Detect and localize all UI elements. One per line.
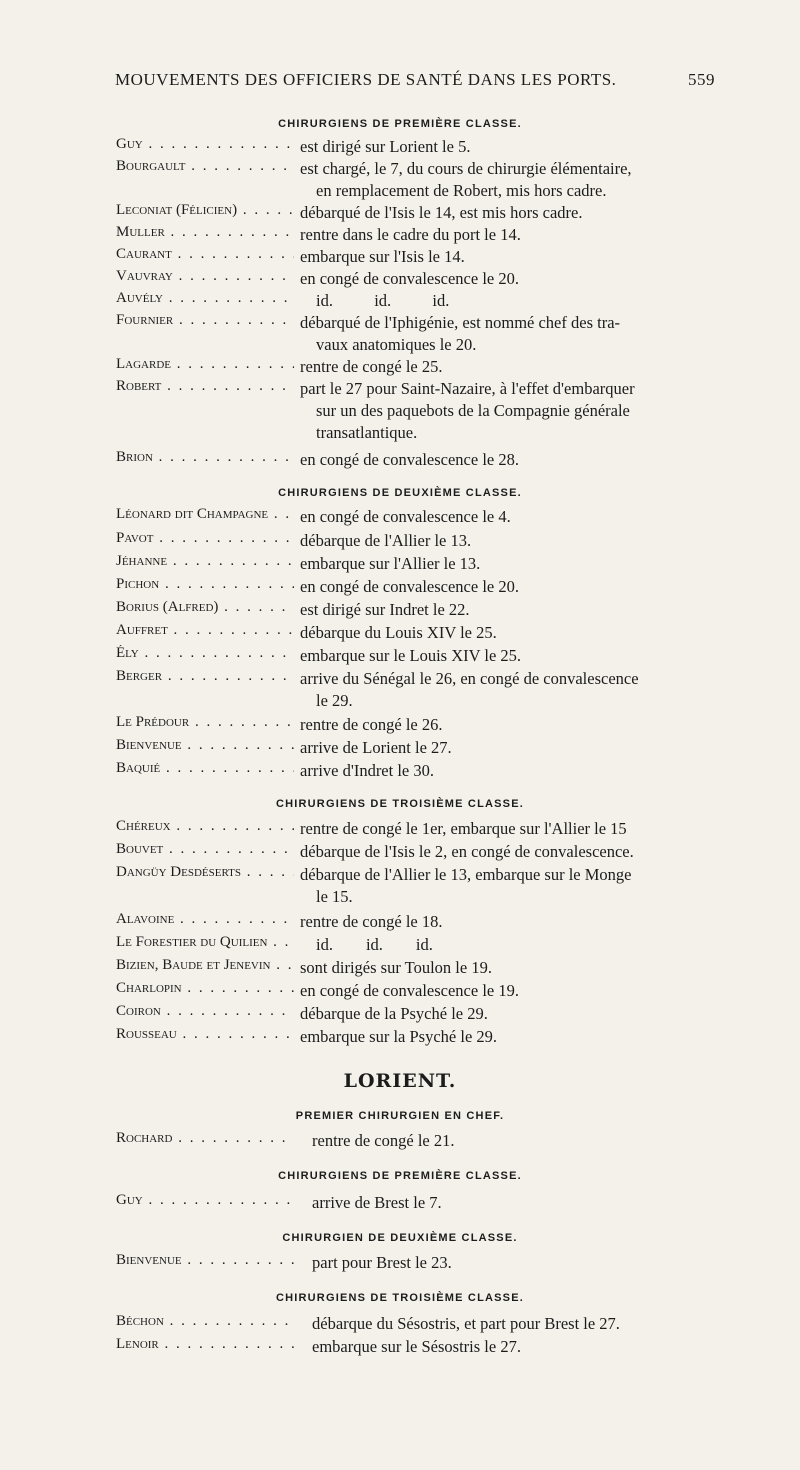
officer-name: Borius (Alfred) . . . <box>116 599 294 616</box>
section-heading: PREMIER CHIRURGIEN EN CHEF. <box>295 1110 505 1122</box>
officer-name: Muller . . . <box>116 224 294 241</box>
officer-name: Bourgault . . . <box>116 158 294 175</box>
entry-line: débarque de l'Allier le 13, embarque sur le Monge <box>300 865 632 884</box>
entry-line: en congé de convalescence le 4. <box>300 507 511 526</box>
officer-name: Béchon . . . <box>116 1313 294 1330</box>
entry-line: rentre de congé le 18. <box>300 912 443 931</box>
entry-line: est dirigé sur Indret le 22. <box>300 600 470 619</box>
officer-name: Fournier . . . <box>116 312 294 329</box>
entry-line: id. id. id. <box>316 291 450 310</box>
entry-line: part pour Brest le 23. <box>312 1253 452 1272</box>
officer-name: Vauvray . . . <box>116 268 294 285</box>
section-heading: CHIRURGIENS DE TROISIÈME CLASSE. <box>275 798 525 810</box>
entry-line: part le 27 pour Saint-Nazaire, à l'effet d'embarquer <box>300 379 635 398</box>
entry-line: est dirigé sur Lorient le 5. <box>300 137 471 156</box>
section-heading: CHIRURGIENS DE TROISIÈME CLASSE. <box>275 1292 525 1304</box>
entry-line: embarque sur la Psyché le 29. <box>300 1027 498 1046</box>
entry-line: en remplacement de Robert, mis hors cadre. <box>316 181 607 200</box>
officer-name: Le Forestier du Quilien . . . <box>116 934 294 951</box>
entry-line: le 29. <box>316 691 353 710</box>
entry-line: embarque sur l'Isis le 14. <box>300 247 465 266</box>
officer-name: Brion . . . <box>116 449 294 466</box>
entry-line: rentre dans le cadre du port le 14. <box>300 225 521 244</box>
entry-line: en congé de convalescence le 19. <box>300 981 519 1000</box>
entry-line: débarque du Sésostris, et part pour Brest le 27. <box>312 1314 620 1333</box>
entry-line: rentre de congé le 26. <box>300 715 443 734</box>
entry-line: débarqué de l'Iphigénie, est nommé chef des tra- <box>300 313 621 332</box>
entry-line: arrive d'Indret le 30. <box>300 761 434 780</box>
entry-line: sont dirigés sur Toulon le 19. <box>300 958 492 977</box>
entry-line: débarque du Louis XIV le 25. <box>300 623 497 642</box>
entry-line: débarque de l'Allier le 13. <box>300 531 472 550</box>
entry-line: rentre de congé le 21. <box>312 1131 455 1150</box>
section-heading: CHIRURGIENS DE PREMIÈRE CLASSE. <box>278 118 522 130</box>
page-title: MOUVEMENTS DES OFFICIERS DE SANTÉ DANS LES PORTS. <box>115 70 617 89</box>
officer-name: Rousseau . . . <box>116 1026 294 1043</box>
section-heading: CHIRURGIEN DE DEUXIÈME CLASSE. <box>282 1232 518 1244</box>
entry-line: en congé de convalescence le 20. <box>300 577 519 596</box>
officer-name: Bienvenue . . . <box>116 1252 294 1269</box>
officer-name: Bouvet . . . <box>116 841 294 858</box>
officer-name: Robert . . . <box>116 378 294 395</box>
entry-line: débarqué de l'Isis le 14, est mis hors cadre. <box>300 203 583 222</box>
officer-name: Auvély . . . <box>116 290 294 307</box>
officer-name: Caurant . . . <box>116 246 294 263</box>
officer-name: Ély . . . <box>116 645 294 662</box>
entry-line: débarque de la Psyché le 29. <box>300 1004 488 1023</box>
entry-line: le 15. <box>316 887 353 906</box>
entry-line: est chargé, le 7, du cours de chirurgie élémentaire, <box>300 159 632 178</box>
entry-line: arrive de Lorient le 27. <box>300 738 452 757</box>
officer-name: Rochard . . . <box>116 1130 294 1147</box>
officer-name: Bizien, Baude et Jenevin . . . <box>116 957 294 974</box>
officer-name: Le Prédour . . . <box>116 714 294 731</box>
section-heading: CHIRURGIENS DE PREMIÈRE CLASSE. <box>278 1170 522 1182</box>
entry-line: arrive de Brest le 7. <box>312 1193 442 1212</box>
page-number: 559 <box>688 70 715 89</box>
officer-name: Lenoir . . . <box>116 1336 294 1353</box>
entry-line: en congé de convalescence le 28. <box>300 450 519 469</box>
entry-line: débarque de l'Isis le 2, en congé de convalescence. <box>300 842 634 861</box>
officer-name: Jéhanne . . . <box>116 553 294 570</box>
officer-name: Lagarde . . . <box>116 356 294 373</box>
port-heading: LORIENT. <box>343 1070 457 1092</box>
section-heading: CHIRURGIENS DE DEUXIÈME CLASSE. <box>278 487 522 499</box>
officer-name: Pavot . . . <box>116 530 294 547</box>
officer-name: Baquié . . . <box>116 760 294 777</box>
entry-line: vaux anatomiques le 20. <box>316 335 477 354</box>
entry-line: rentre de congé le 25. <box>300 357 443 376</box>
officer-name: Léonard dit Champagne . . . <box>116 506 294 523</box>
officer-name: Leconiat (Félicien) . . . <box>116 202 294 219</box>
entry-line: en congé de convalescence le 20. <box>300 269 519 288</box>
entry-line: embarque sur l'Allier le 13. <box>300 554 481 573</box>
officer-name: Charlopin . . . <box>116 980 294 997</box>
officer-name: Guy . . . <box>116 1192 294 1209</box>
entry-line: arrive du Sénégal le 26, en congé de convalescence <box>300 669 639 688</box>
entry-line: sur un des paquebots de la Compagnie générale <box>316 401 630 420</box>
officer-name: Alavoine . . . <box>116 911 294 928</box>
entry-line: transatlantique. <box>316 423 418 442</box>
officer-name: Berger . . . <box>116 668 294 685</box>
entry-line: id. id. id. <box>316 935 433 954</box>
officer-name: Chéreux . . . <box>116 818 294 835</box>
officer-name: Pichon . . . <box>116 576 294 593</box>
officer-name: Auffret . . . <box>116 622 294 639</box>
officer-name: Coiron . . . <box>116 1003 294 1020</box>
officer-name: Dangüy Desdéserts . . . <box>116 864 294 881</box>
officer-name: Guy . . . <box>116 136 294 153</box>
entry-line: embarque sur le Sésostris le 27. <box>312 1337 521 1356</box>
officer-name: Bienvenue . . . <box>116 737 294 754</box>
entry-line: embarque sur le Louis XIV le 25. <box>300 646 522 665</box>
entry-line: rentre de congé le 1er, embarque sur l'Allier le 15 <box>300 819 627 838</box>
